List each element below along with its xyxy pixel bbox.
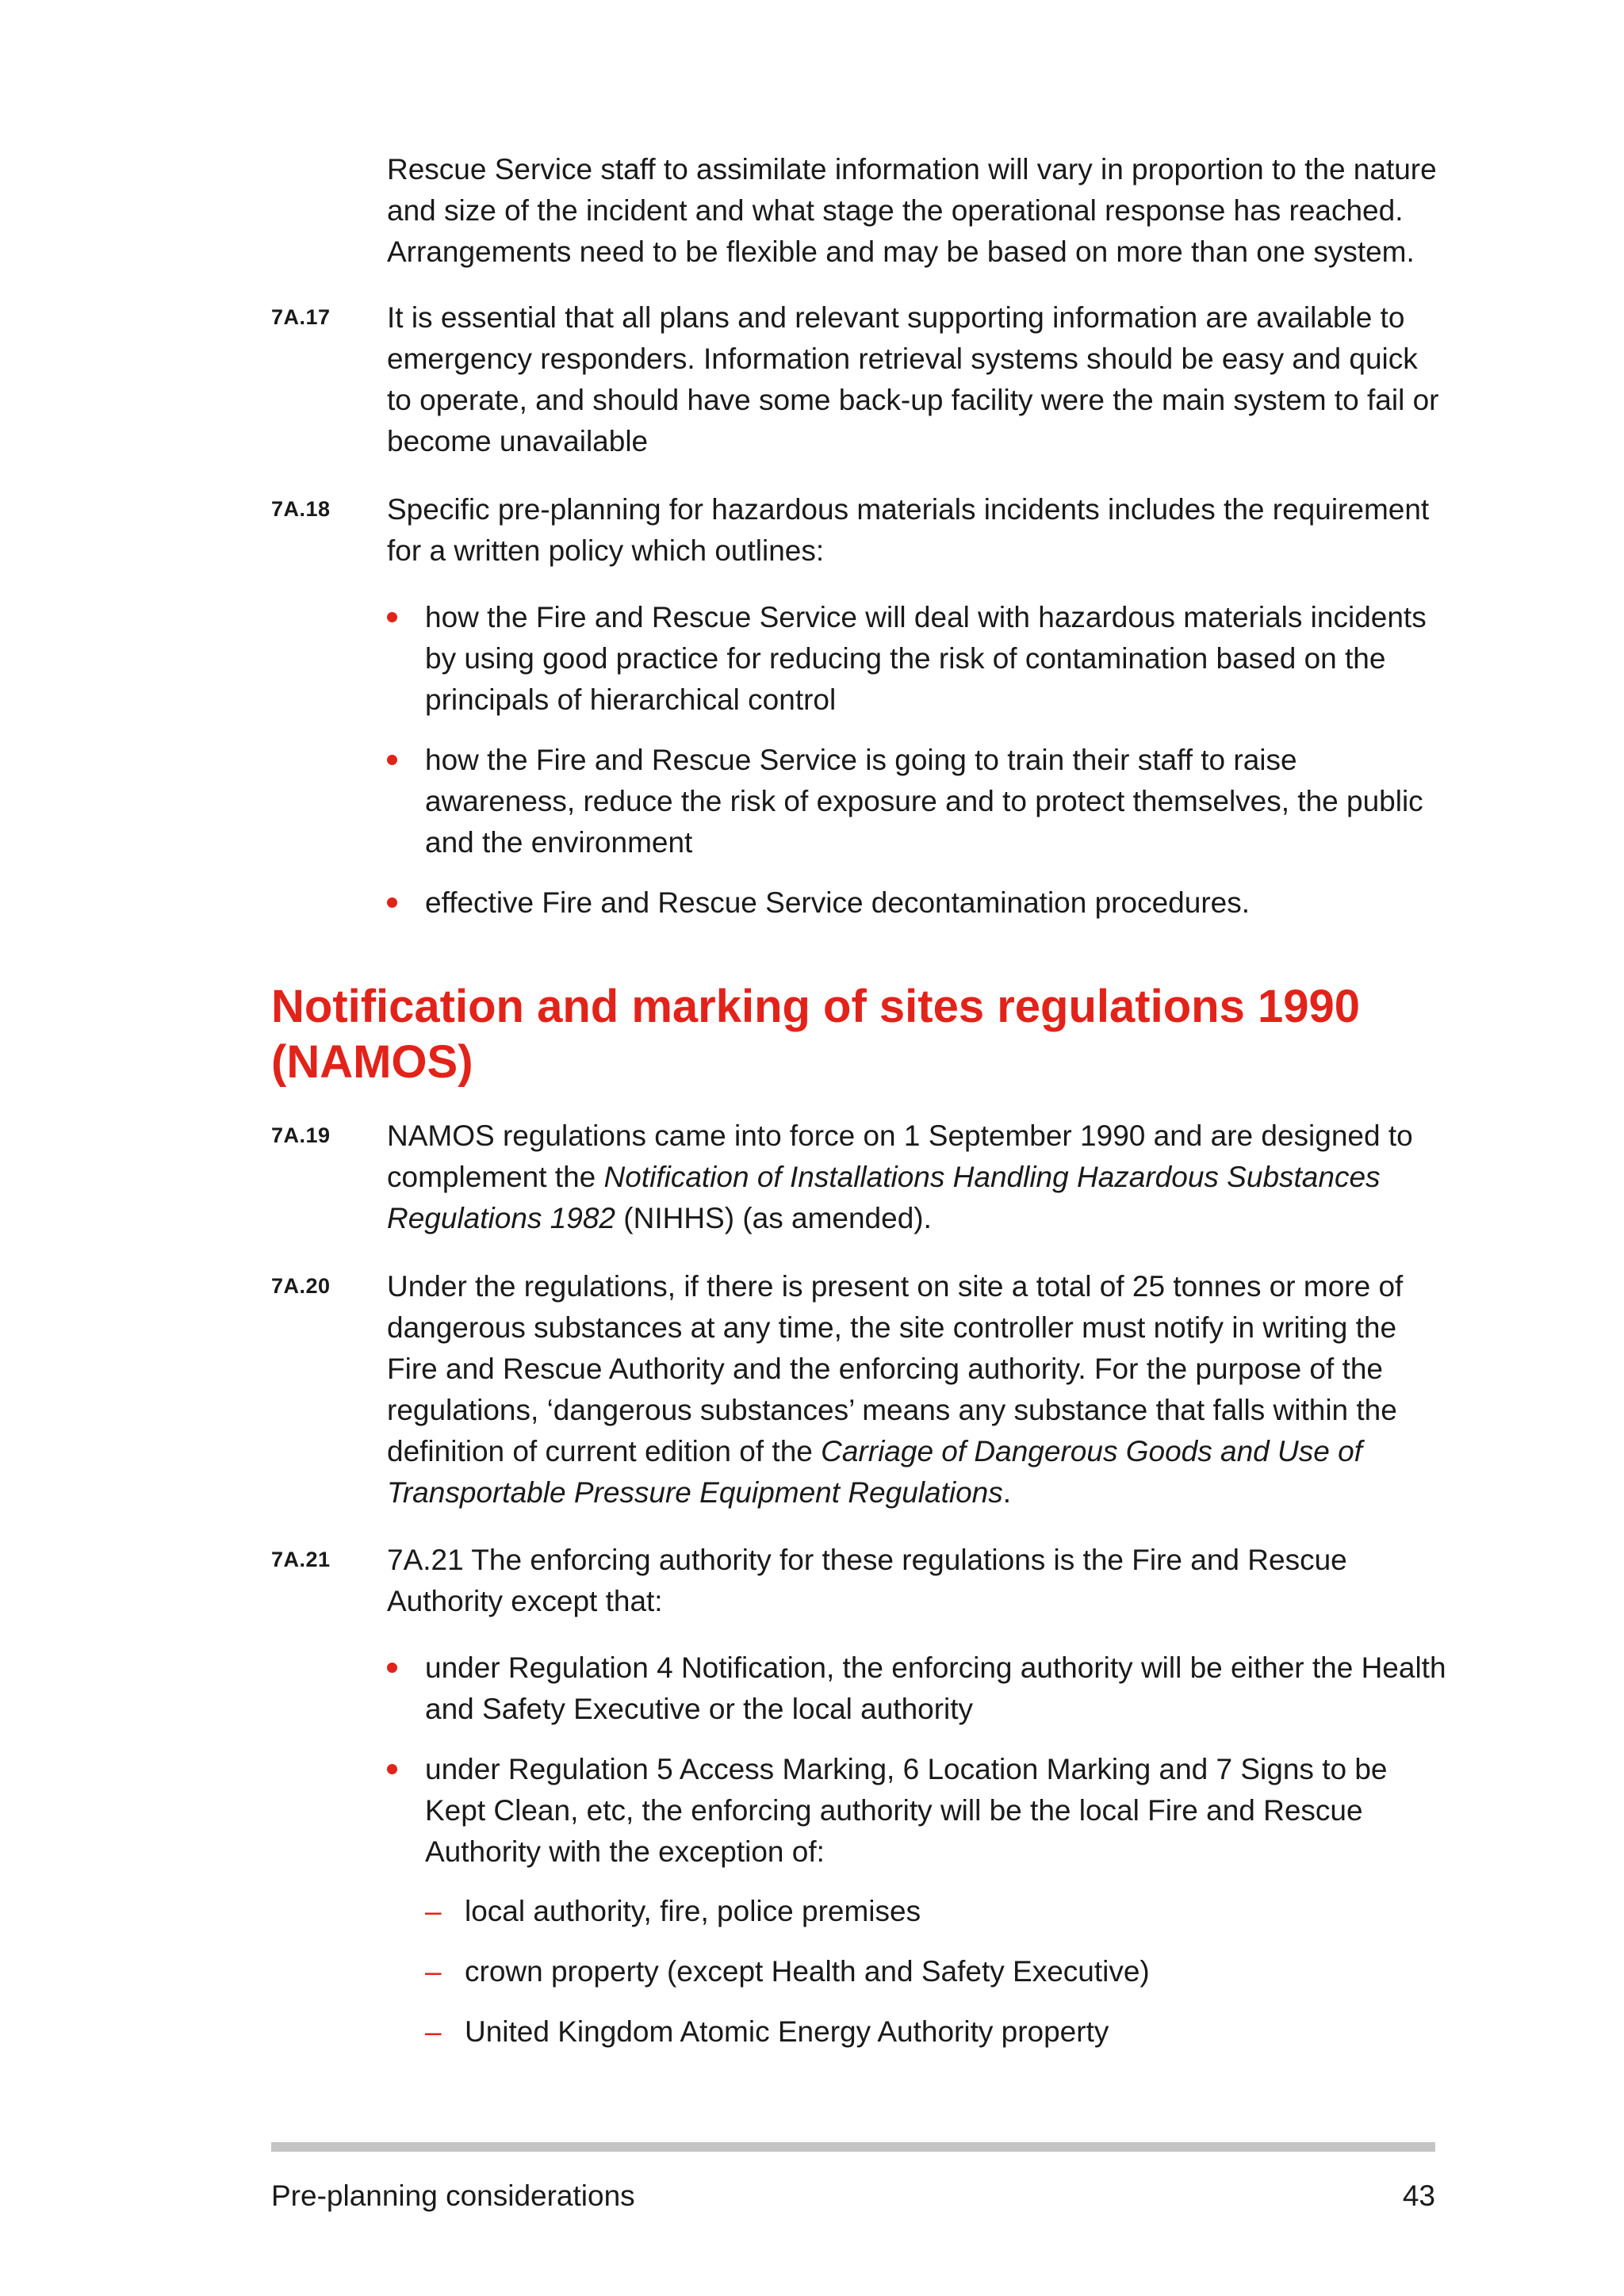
paragraph-number: 7A.20 xyxy=(271,1274,331,1298)
bullet-icon xyxy=(387,897,397,908)
dash-icon: – xyxy=(425,1955,442,1988)
bullet-icon xyxy=(387,1663,397,1673)
paragraph-number: 7A.19 xyxy=(271,1123,331,1147)
intro-line: Rescue Service staff to assimilate information will vary in proportion to the nature xyxy=(387,153,1437,186)
paragraph-text-run: Under the regulations, if there is present on site a total of 25 tonnes or more of dangerous substances at any time, the site controller must notify in writing the Fire and Rescue Authority and the enforcing authority. For the purpose of the regulations, ‘dangerous substances’ means any substance that falls within the definition of current edition of the xyxy=(387,1270,1404,1468)
list-item-text: effective Fire and Rescue Service decontamination procedures. xyxy=(425,886,1250,919)
paragraph-text xyxy=(387,1266,1442,1513)
intro-line: Arrangements need to be flexible and may be based on more than one system. xyxy=(387,235,1415,268)
bullet-icon xyxy=(387,755,397,765)
bullet-icon xyxy=(387,1764,397,1774)
paragraph-number: 7A.18 xyxy=(271,497,331,521)
paragraph-text-run: (NIHHS) (as amended). xyxy=(615,1202,932,1234)
paragraph-text: Specific pre-planning for hazardous materials incidents includes the requirement for a written policy which outlines: xyxy=(387,493,1430,567)
list-item-text: under Regulation 4 Notification, the enforcing authority will be either the Health and Safety Executive or the local authority xyxy=(425,1651,1446,1725)
section-heading-line: (NAMOS) xyxy=(271,1036,473,1088)
paragraph-text xyxy=(387,1115,1442,1239)
intro-line: and size of the incident and what stage the operational response has reached. xyxy=(387,194,1404,227)
dash-icon: – xyxy=(425,1895,442,1927)
paragraph-text: It is essential that all plans and relevant supporting information are available to emergency responders. Information retrieval systems should be easy and quick to operate, and should have some back-up facility were the main system to fail or become unavailable xyxy=(387,301,1439,457)
sub-list-item-text: United Kingdom Atomic Energy Authority property xyxy=(465,2015,1109,2048)
bullet-icon xyxy=(387,612,397,622)
list-item-text: how the Fire and Rescue Service will deal with hazardous materials incidents by using good practice for reducing the risk of contamination based on the principals of hierarchical control xyxy=(425,601,1427,716)
paragraph-text-run: . xyxy=(1002,1476,1012,1509)
sub-list-item-text: crown property (except Health and Safety Executive) xyxy=(465,1955,1150,1988)
regulation-title: Carriage of Dangerous Goods and Use of Transportable Pressure Equipment Regulations xyxy=(387,1435,1362,1509)
paragraph-text: 7A.21 The enforcing authority for these regulations is the Fire and Rescue Authority except that: xyxy=(387,1544,1347,1617)
section-heading-line: Notification and marking of sites regulations 1990 xyxy=(271,981,1360,1032)
dash-icon: – xyxy=(425,2015,442,2048)
footer-rule xyxy=(271,2142,1435,2152)
paragraph-number: 7A.17 xyxy=(271,305,331,329)
regulation-title: Notification of Installations Handling Hazardous Substances Regulations 1982 xyxy=(387,1161,1381,1234)
list-item-text: under Regulation 5 Access Marking, 6 Location Marking and 7 Signs to be Kept Clean, etc, the enforcing authority will be the local Fire and Rescue Authority with the exception of: xyxy=(425,1753,1388,1868)
intro-paragraph xyxy=(387,149,1450,273)
page-number: 43 xyxy=(1402,2179,1435,2212)
sub-list-item-text: local authority, fire, police premises xyxy=(465,1895,921,1927)
paragraph-text-run: NAMOS regulations came into force on 1 September 1990 and are designed to complement the xyxy=(387,1119,1413,1193)
list-item-text: how the Fire and Rescue Service is going to train their staff to raise awareness, reduce the risk of exposure and to protect themselves, the public and the environment xyxy=(425,744,1423,859)
section-heading xyxy=(271,979,1461,1090)
paragraph-number: 7A.21 xyxy=(271,1548,331,1571)
footer-section-title: Pre-planning considerations xyxy=(271,2179,635,2212)
